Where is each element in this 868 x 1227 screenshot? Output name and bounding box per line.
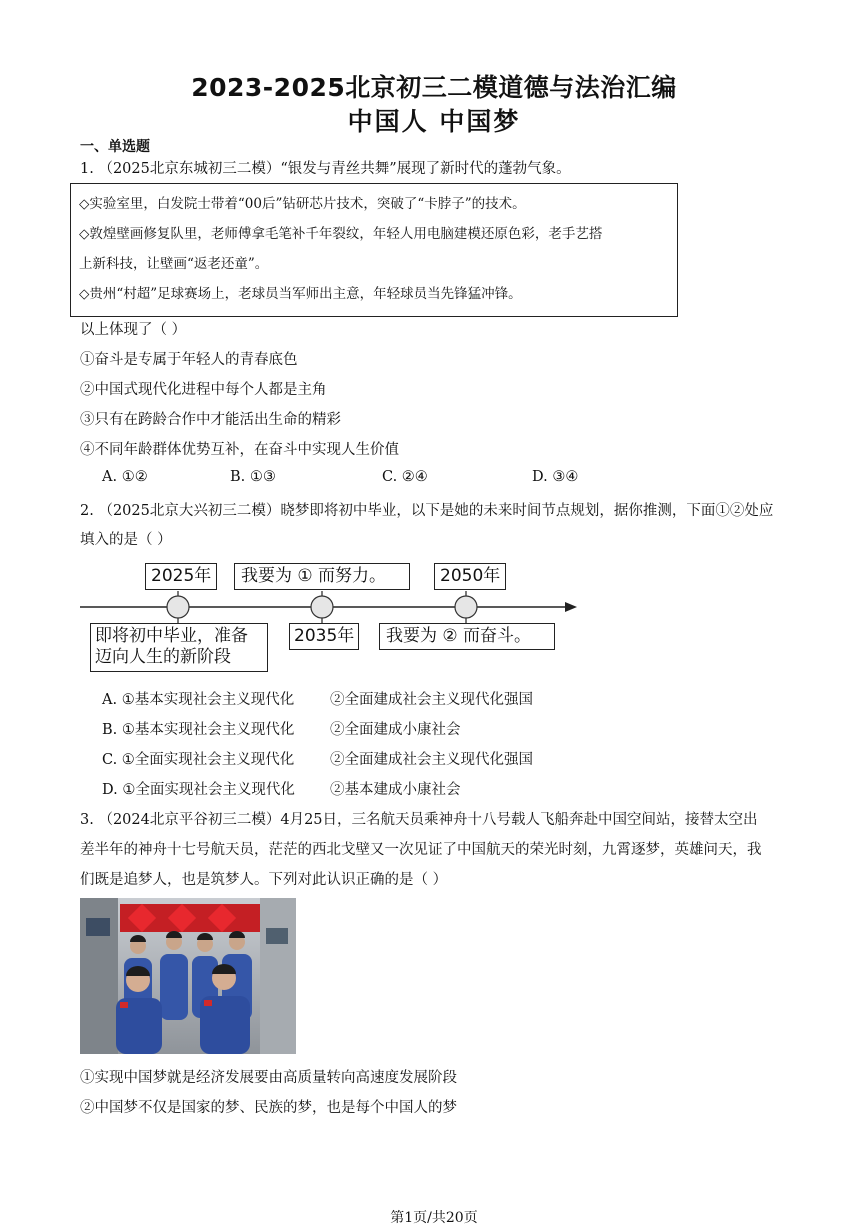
astronauts-photo [80, 898, 296, 1054]
q1-option-b: B. ①③ [230, 469, 276, 485]
timeline-goal-2: 我要为 ② 而奋斗。 [379, 623, 555, 650]
q1-material-line: 上新科技，让壁画“返老还童”。 [79, 256, 269, 272]
q1-option-d: D. ③④ [532, 469, 579, 485]
timeline-year-2035: 2035年 [289, 623, 359, 650]
q1-statement: ③只有在跨龄合作中才能活出生命的精彩 [80, 412, 341, 428]
q1-statement: ②中国式现代化进程中每个人都是主角 [80, 382, 327, 398]
q2-option-d-part1: D. ①全面实现社会主义现代化 [102, 782, 295, 798]
q2-option-d-part2: ②基本建成小康社会 [330, 782, 461, 798]
timeline-goal-1: 我要为 ① 而努力。 [234, 563, 410, 590]
astronauts-photo-graphic [80, 898, 296, 1054]
q2-option-b-part2: ②全面建成小康社会 [330, 722, 461, 738]
timeline-diagram [0, 555, 868, 685]
q1-option-c: C. ②④ [382, 469, 428, 485]
q1-option-a: A. ①② [102, 469, 148, 485]
q2-option-b-part1: B. ①基本实现社会主义现代化 [102, 722, 295, 738]
q1-stem: 1. （2025北京东城初三二模）“银发与青丝共舞”展现了新时代的蓬勃气象。 [80, 161, 571, 177]
q2-option-a-part2: ②全面建成社会主义现代化强国 [330, 692, 533, 708]
section-heading: 一、单选题 [80, 139, 150, 155]
q2-option-a-part1: A. ①基本实现社会主义现代化 [102, 692, 295, 708]
q2-stem: 2. （2025北京大兴初三二模）晓梦即将初中毕业，以下是她的未来时间节点规划，据你推测，下面①②处应 [80, 503, 774, 519]
q2-option-c-part2: ②全面建成社会主义现代化强国 [330, 752, 533, 768]
q1-statement: ①奋斗是专属于年轻人的青春底色 [80, 352, 298, 368]
q3-stem: 们既是追梦人，也是筑梦人。下列对此认识正确的是（ ） [80, 872, 448, 888]
q1-material-line: ◇贵州“村超”足球赛场上，老球员当军师出主意，年轻球员当先锋猛冲锋。 [79, 286, 522, 302]
page-title: 2023-2025北京初三二模道德与法治汇编 [191, 73, 677, 102]
q3-statement: ②中国梦不仅是国家的梦、民族的梦，也是每个中国人的梦 [80, 1100, 457, 1116]
timeline-note-line: 迈向人生的新阶段 [95, 647, 231, 668]
timeline-year-2050: 2050年 [434, 563, 506, 590]
page-subtitle: 中国人 中国梦 [347, 107, 521, 136]
timeline-note-line: 即将初中毕业，准备 [95, 626, 248, 646]
timeline-year-2025: 2025年 [145, 563, 217, 590]
q3-statement: ①实现中国梦就是经济发展要由高质量转向高速度发展阶段 [80, 1070, 457, 1086]
q3-stem: 3. （2024北京平谷初三二模）4月25日，三名航天员乘神舟十八号载人飞船奔赴中国空间站，接替太空出 [80, 812, 758, 828]
q1-material-box [70, 183, 678, 317]
q1-material-line: ◇实验室里，白发院士带着“00后”钻研芯片技术，突破了“卡脖子”的技术。 [79, 196, 526, 212]
q2-stem: 填入的是（ ） [80, 532, 172, 548]
q1-prompt: 以上体现了（ ） [80, 322, 187, 338]
q2-option-c-part1: C. ①全面实现社会主义现代化 [102, 752, 295, 768]
q1-statement: ④不同年龄群体优势互补，在奋斗中实现人生价值 [80, 442, 399, 458]
timeline-note [90, 623, 268, 672]
page-footer: 第1页/共20页 [390, 1210, 478, 1226]
q1-material-line: ◇敦煌壁画修复队里，老师傅拿毛笔补千年裂纹，年轻人用电脑建模还原色彩，老手艺搭 [79, 226, 603, 242]
q3-stem: 差半年的神舟十七号航天员，茫茫的西北戈壁又一次见证了中国航天的荣光时刻，九霄逐梦，英雄问天，我 [80, 842, 762, 858]
